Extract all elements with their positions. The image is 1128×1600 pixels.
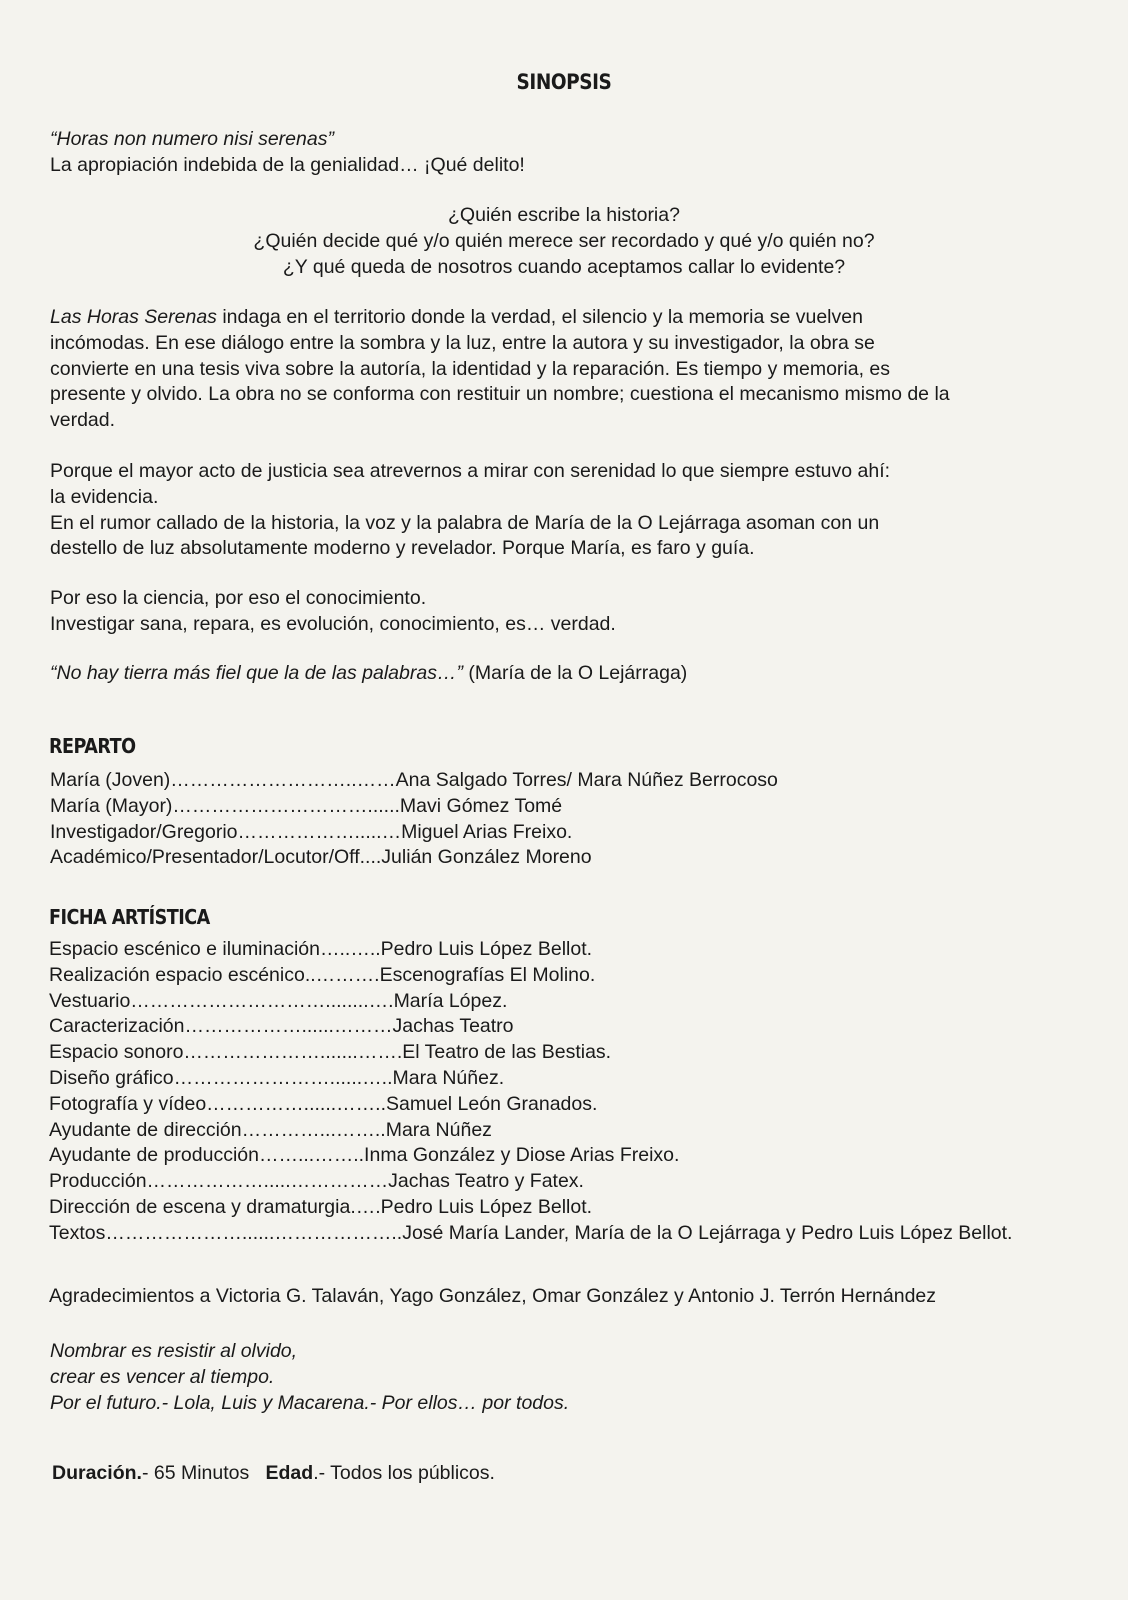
question: ¿Quién escribe la historia? — [448, 204, 680, 226]
credit-row: Ayudante de producción……...……..Inma González y Diose Arias Freixo. — [49, 1144, 680, 1167]
paragraph-line: indaga en el territorio donde la verdad, el silencio y la memoria se vuelven — [216, 306, 863, 328]
paragraph-line: destello de luz absolutamente moderno y revelador. Porque María, es faro y guía. — [50, 537, 755, 560]
cast-row: Académico/Presentador/Locutor/Off....Julián González Moreno — [50, 846, 592, 869]
quote-author: (María de la O Lejárraga) — [462, 662, 688, 684]
paragraph-line: convierte en una tesis viva sobre la autoría, la identidad y la reparación. Es tiempo y memoria, es — [50, 357, 891, 380]
synopsis-paragraph-3 — [50, 586, 1090, 638]
dedication-line: crear es vencer al tiempo. — [50, 1365, 275, 1388]
synopsis-paragraph-2 — [50, 459, 1090, 562]
duration-value: - 65 Minutos — [141, 1462, 250, 1484]
question: ¿Quién decide qué y/o quién merece ser recordado y qué y/o quién no? — [253, 229, 875, 252]
reparto-heading: REPARTO — [49, 734, 136, 758]
dedication-line: Por el futuro.- Lola, Luis y Macarena.- Por ellos… por todos. — [50, 1391, 570, 1414]
reparto-list — [50, 768, 1090, 871]
age-label: Edad — [265, 1462, 314, 1484]
dedication — [50, 1339, 1090, 1416]
credit-row: Fotografía y vídeo……………......……..Samuel León Granados. — [49, 1092, 598, 1115]
paragraph-line: incómodas. En ese diálogo entre la sombra y la luz, entre la autora y su investigador, la obra se — [50, 331, 875, 354]
paragraph-line: la evidencia. — [50, 485, 159, 508]
duration-label: Duración. — [52, 1462, 142, 1484]
questions — [50, 203, 1078, 280]
credit-row: Espacio escénico e iluminación…..…..Pedro Luis López Bellot. — [49, 938, 593, 960]
credit-row: Dirección de escena y dramaturgia.….Pedro Luis López Bellot. — [49, 1195, 593, 1218]
quote-text: “No hay tierra más fiel que la de las palabras…” — [50, 662, 463, 684]
paragraph-line: verdad. — [50, 409, 116, 432]
question: ¿Y qué queda de nosotros cuando aceptamos callar lo evidente? — [282, 255, 846, 278]
credit-row: Espacio sonoro………………….......…….El Teatro de las Bestias. — [49, 1041, 612, 1064]
intro-line: La apropiación indebida de la genialidad… ¡Qué delito! — [50, 153, 525, 176]
ficha-heading: FICHA ARTÍSTICA — [49, 905, 210, 929]
credit-row: Caracterización………………......………Jachas Teatro — [49, 1015, 514, 1038]
credit-row: Ayudante de dirección…………...……..Mara Núñez — [49, 1118, 492, 1141]
credit-row: Producción……………….....……………Jachas Teatro y Fatex. — [49, 1170, 584, 1193]
paragraph-line: Por eso la ciencia, por eso el conocimiento. — [50, 587, 427, 609]
credit-row: Textos…………………......………………..José María Lander, María de la O Lejárraga y Pedro Luis López Bellot. — [49, 1221, 1013, 1244]
intro — [50, 127, 1090, 179]
cast-row: Investigador/Gregorio……………….....…Miguel Arias Freixo. — [50, 820, 573, 843]
paragraph-line: En el rumor callado de la historia, la voz y la palabra de María de la O Lejárraga asoman con un — [50, 511, 880, 534]
synopsis-paragraph-1 — [50, 305, 1090, 434]
motto: “Horas non numero nisi serenas” — [50, 128, 334, 150]
paragraph-line: presente y olvido. La obra no se conforma con restituir un nombre; cuestiona el mecanismo mismo de la — [50, 383, 950, 406]
acknowledgements: Agradecimientos a Victoria G. Talaván, Yago González, Omar González y Antonio J. Terrón Hernández — [49, 1285, 937, 1307]
work-title: Las Horas Serenas — [50, 306, 217, 328]
paragraph-line: Porque el mayor acto de justicia sea atrevernos a mirar con serenidad lo que siempre estuvo ahí: — [50, 460, 891, 482]
dedication-line: Nombrar es resistir al olvido, — [50, 1340, 298, 1362]
footer-info — [52, 1461, 1092, 1487]
age-value: .- Todos los públicos. — [313, 1462, 495, 1484]
credit-row: Vestuario…………………………........….María López. — [49, 989, 508, 1012]
quote — [50, 661, 1090, 687]
page-title: SINOPSIS — [516, 70, 612, 94]
cast-row: María (Mayor)…………………………......Mavi Gómez Tomé — [50, 794, 563, 817]
paragraph-line: Investigar sana, repara, es evolución, conocimiento, es… verdad. — [50, 612, 616, 635]
credit-row: Diseño gráfico……………………......…..Mara Núñez. — [49, 1066, 505, 1089]
cast-row: María (Joven)………………………..……Ana Salgado Torres/ Mara Núñez Berrocoso — [50, 769, 778, 791]
credit-row: Realización espacio escénico..……….Escenografías El Molino. — [49, 963, 596, 986]
ficha-list — [49, 937, 1089, 1247]
